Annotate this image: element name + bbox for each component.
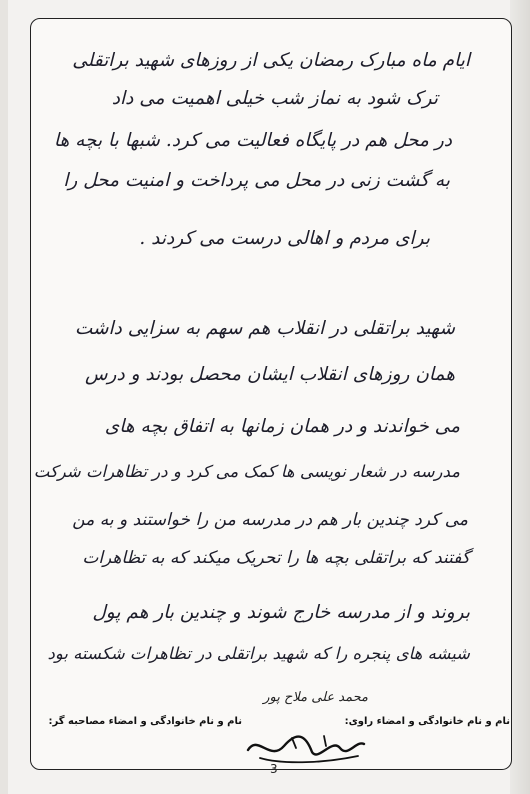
handwritten-line: مدرسه در شعار نویسی ها کمک می کرد و در تظاهرات شرکت xyxy=(33,462,460,481)
handwritten-line: گفتند که براتقلی بچه ها را تحریک میکند که به تظاهرات xyxy=(82,548,470,568)
handwritten-line: در محل هم در پایگاه فعالیت می کرد. شبها با بچه ها xyxy=(53,130,452,151)
handwritten-line: همان روزهای انقلاب ایشان محصل بودند و درس xyxy=(84,364,455,385)
handwritten-line: شیشه های پنجره را که شهید براتقلی در تظاهرات شکسته بود xyxy=(47,644,470,663)
handwritten-line: بروند و از مدرسه خارج شوند و چندین بار هم پول xyxy=(92,602,470,623)
handwritten-line: ایام ماه مبارک رمضان یکی از روزهای شهید براتقلی xyxy=(72,50,470,71)
handwritten-line: می کرد چندین بار هم در مدرسه من را خواستند و به من xyxy=(72,510,468,530)
interviewer-label: نام و نام خانوادگی و امضاء مصاحبه گر: xyxy=(48,716,242,727)
scan-left-edge xyxy=(0,0,8,794)
handwritten-line: برای مردم و اهالی درست می کردند . xyxy=(139,228,430,249)
page-number: 3 xyxy=(270,762,278,776)
narrator-label: نام و نام خانوادگی و امضاء راوی: xyxy=(344,716,510,727)
handwritten-line: شهید براتقلی در انقلاب هم سهم به سزایی داشت xyxy=(74,318,455,339)
handwritten-line: ترک شود به نماز شب خیلی اهمیت می داد xyxy=(111,88,438,109)
narrator-name: محمد علی ملاح پور xyxy=(263,690,368,705)
handwritten-line: می خواندند و در همان زمانها به اتفاق بچه های xyxy=(104,416,460,437)
narrator-signature xyxy=(240,728,370,768)
scan-right-edge xyxy=(510,0,530,794)
handwritten-line: به گشت زنی در محل می پرداخت و امنیت محل را xyxy=(63,170,450,191)
